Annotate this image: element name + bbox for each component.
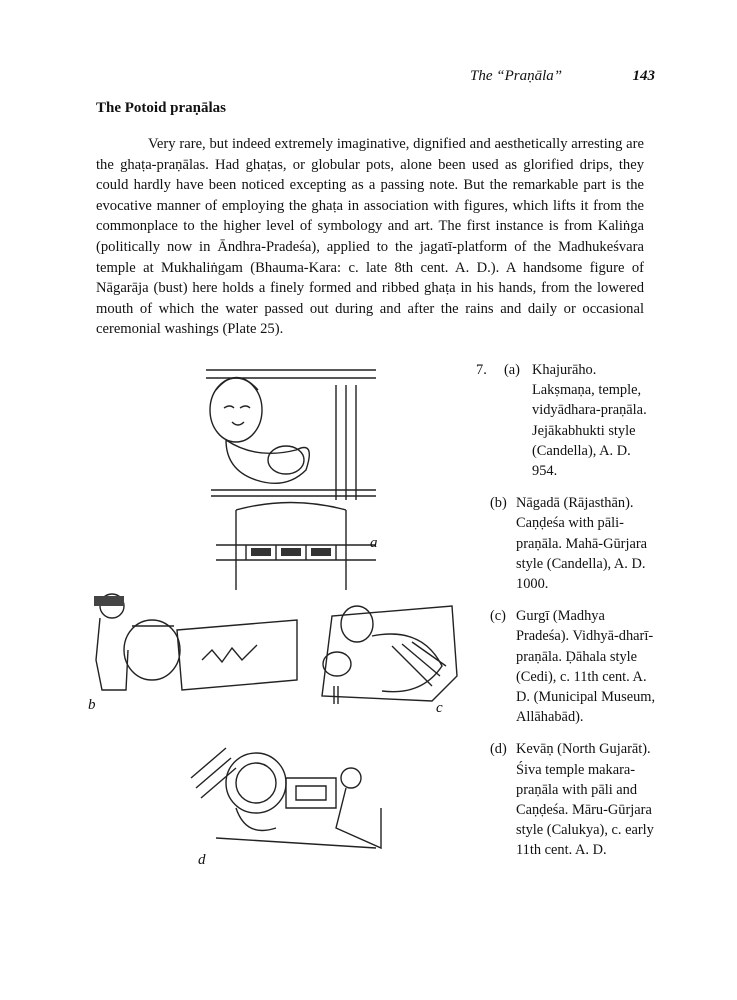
figure-label-a: a — [370, 535, 378, 551]
section-title: The Potoid praṇālas — [96, 100, 227, 116]
body-paragraph — [96, 134, 644, 340]
figure-a-illustration — [196, 360, 386, 590]
figure-c-illustration — [312, 596, 462, 706]
running-head — [470, 68, 655, 85]
caption-label: (c) — [490, 608, 506, 625]
figure-caption — [476, 360, 656, 873]
caption-text: Nāgadā (Rājasthān). Caṇḍeśa with pāli-praṇāla. Mahā-Gūrjara style (Candella), A. D. 1000. — [516, 495, 648, 593]
caption-number: 7. — [476, 362, 487, 378]
caption-text: Gurgī (Madhya Pradeśa). Vidhyā-dharī-praṇāla. Ḍāhala style (Cedi), c. 11th cent. A. D. (Municipal Museum, Allāhabād). — [516, 608, 656, 726]
figure-b-illustration — [92, 590, 302, 700]
figure-d-illustration — [186, 738, 386, 858]
running-head-title: The “Praṇāla” — [470, 68, 563, 84]
figure-label-b: b — [88, 697, 96, 713]
figure-label-d: d — [198, 852, 206, 868]
caption-text: Kevāṇ (North Gujarāt). Śiva temple makara-praṇāla with pāli and Caṇḍeśa. Māru-Gūrjara style (Calukya), c. early 11th cent. A. D. — [516, 741, 654, 859]
caption-item-c — [490, 606, 656, 727]
caption-item-b — [490, 493, 656, 594]
paragraph-text: Very rare, but indeed extremely imaginative, dignified and aesthetically arresting are the ghaṭa-praṇālas. Had ghaṭas, or globular pots, alone been used as glorified drips, they could hardly have been noticed excepting as a passing note. But the remarkable part is the evocative manner of employing the ghaṭa in association with figures, which lifts it from the commonplace to the higher level of symbology and art. The first instance is from Kaliṅga (politically now in Āndhra-Pradeśa), applied to the jagatī-platform of the Madhukeśvara temple at Mukhaliṅgam (Bhauma-Kara: c. late 8th cent. A. D.). A handsome figure of Nāgarāja (bust) here holds a finely formed and ribbed ghaṭa in his hands, from the lowered mouth of which the water passed out during and after the rains and daily or occasional ceremonial washings (Plate 25). — [96, 136, 644, 338]
caption-label: (b) — [490, 495, 507, 512]
caption-text: Khajurāho. Lakṣmaṇa, temple, vidyādhara-praṇāla. Jejākabhukti style (Candella), A. D. 954. — [532, 362, 647, 480]
figure-label-c: c — [436, 700, 443, 716]
caption-label: (d) — [490, 741, 507, 758]
caption-label: (a) — [504, 362, 520, 378]
page-number: 143 — [632, 68, 655, 84]
caption-item-a — [476, 360, 656, 481]
caption-item-d — [490, 739, 656, 860]
